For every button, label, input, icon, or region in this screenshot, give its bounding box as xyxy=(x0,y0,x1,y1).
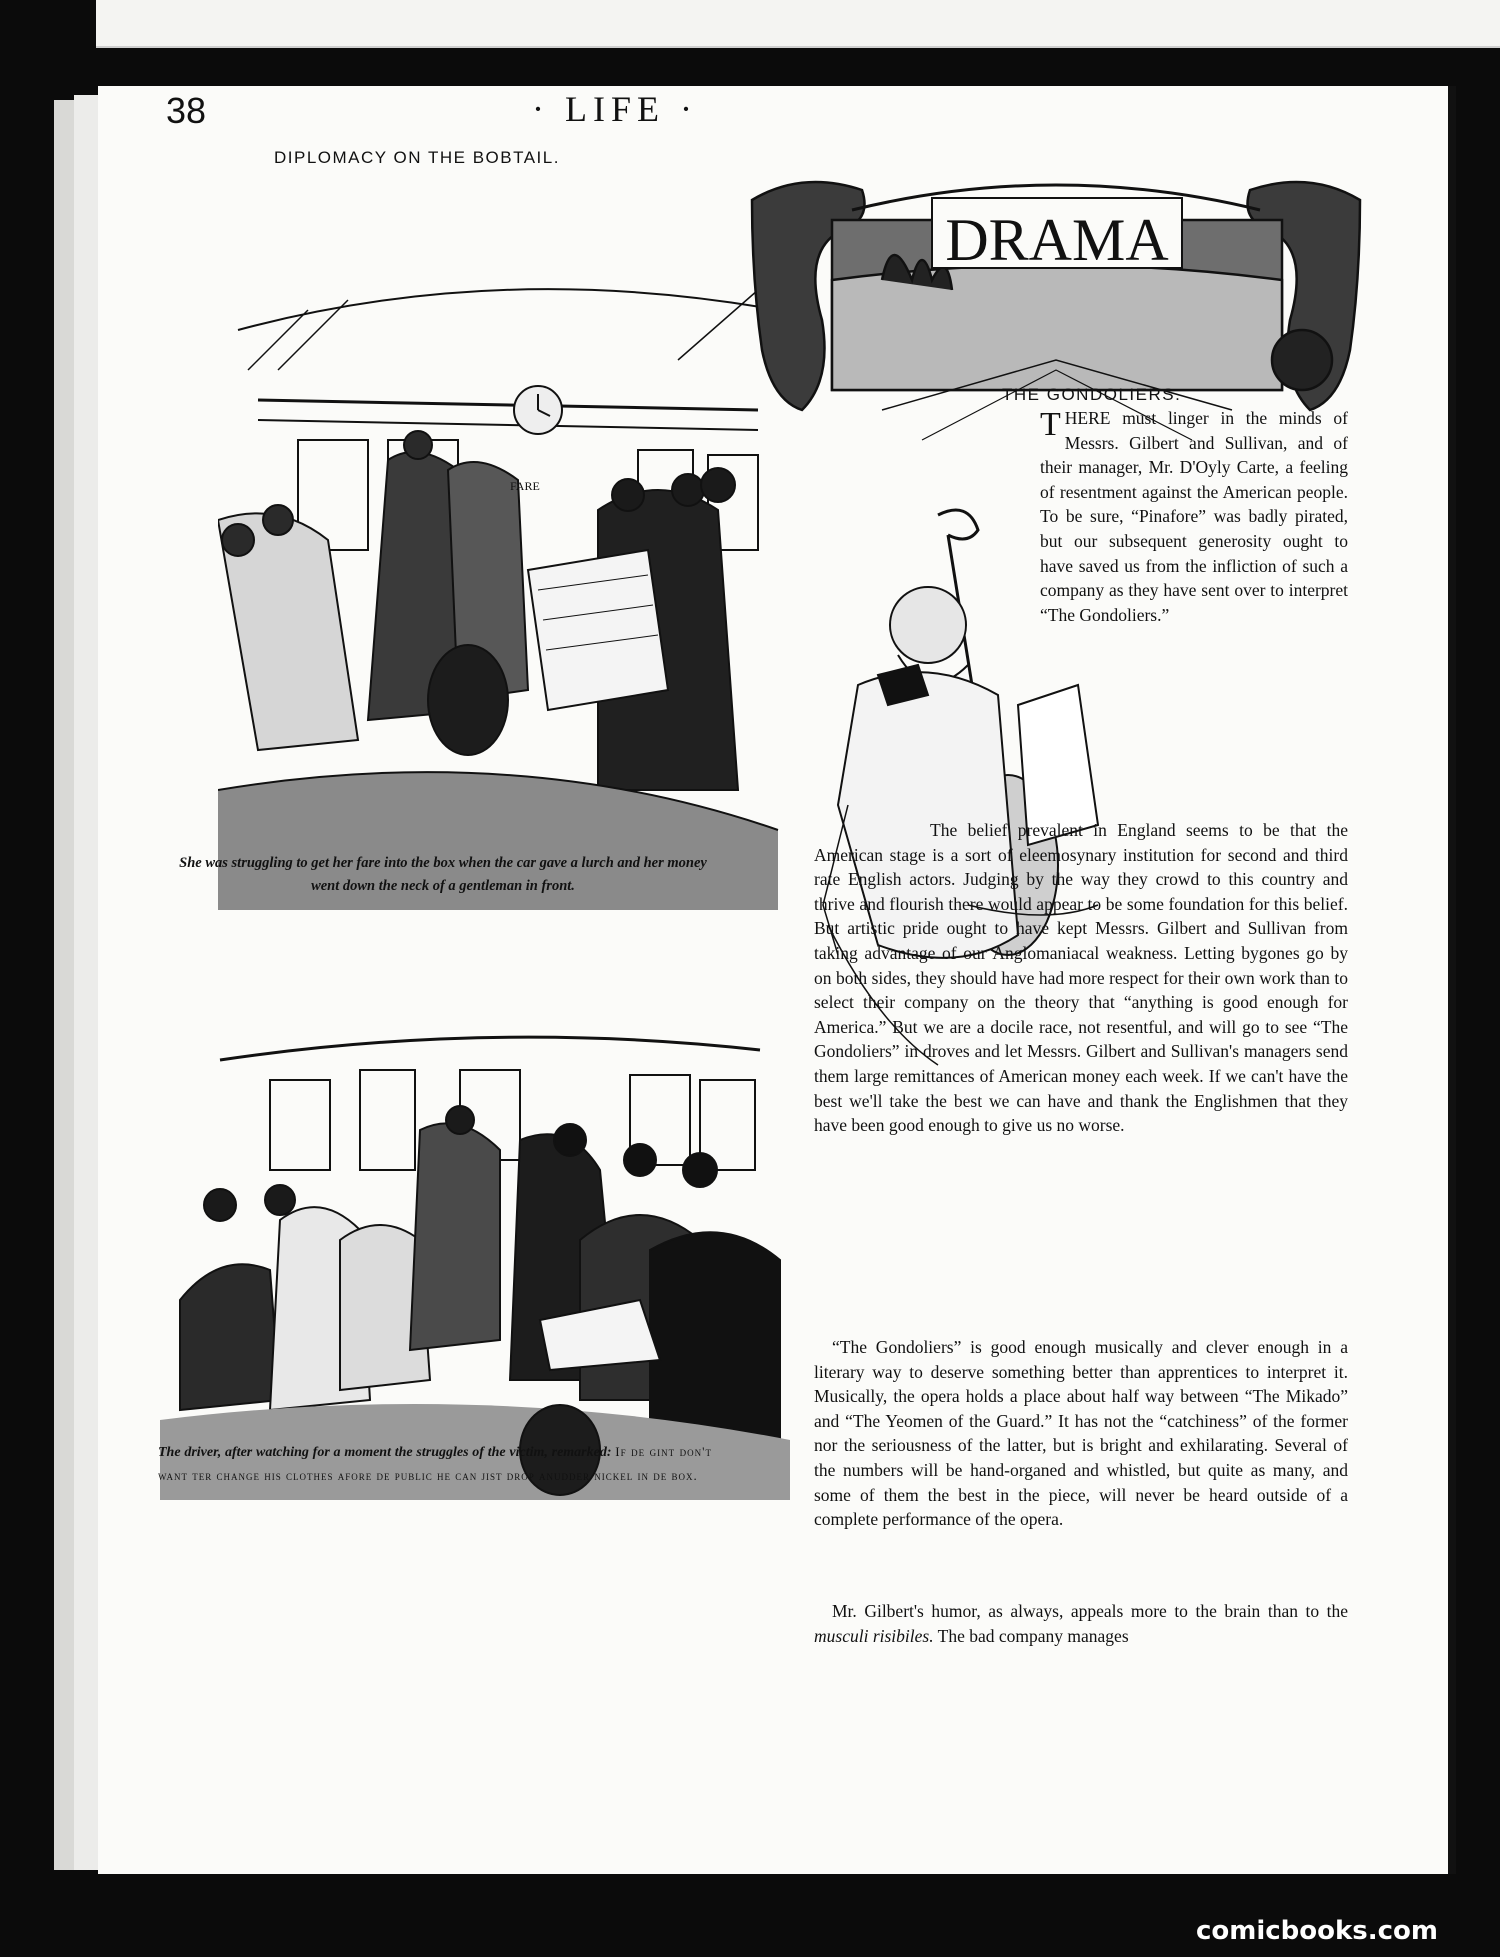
article-title: THE GONDOLIERS. xyxy=(1002,385,1182,404)
paragraph-1-text: HERE must linger in the minds of Messrs. Gilbert and Sullivan, and of their manager, Mr. D'Oyly Carte, a feeling of resentment against the American people. To be sure, “Pinafore” was badly pirated, but our subsequent generosity ought to have saved us from the infliction of such a company as they have sent over to interpret “The Gondoliers.” xyxy=(1040,408,1348,625)
next-page-gutter xyxy=(1448,86,1456,1874)
previous-page-edge xyxy=(96,0,1500,48)
paragraph-4-start: Mr. Gilbert's humor, as always, appeals more to the brain than to the xyxy=(832,1601,1348,1621)
drama-banner-word: DRAMA xyxy=(945,207,1169,273)
streetcar-illustration-bottom xyxy=(160,1020,790,1500)
paragraph-2-text: The belief prevalent in England seems to be that the American stage is a sort of eleemosynary institution for second and third rate English actors. Judging by the way they crowd to this country and thrive and flourish there would appear to be some foundation for this belief. But artistic pride ought to have kept Messrs. Gilbert and Sullivan from taking advantage of our Anglomaniacal weakness. Letting bygones go by on both sides, they should have had more respect for their own work than to select their company on the theory that “anything is good enough for America.” But we are a docile race, not resentful, and will go to see “The Gondoliers” in droves and let Messrs. Gilbert and Sullivan's managers send them large remittances of American money each week. If we can't have the best we'll take the best we can have and thank the Englishmen that they have been good enough to give us no worse. xyxy=(814,820,1348,1136)
caption-quote: If de gint don't want ter change his clothes afore de public he can jist drop anudder nickel in de box. xyxy=(158,1444,712,1483)
paragraph-3-text: “The Gondoliers” is good enough musically and clever enough in a literary way to deserve something better than apprentices to interpret it. Musically, the opera holds a place about half way between “The Mikado” and “The Yeomen of the Guard.” It has not the “catchiness” of the former nor the seriousness of the latter, but is bright and exhilarating. Several of the numbers will be hand-organed and whistled, but quite as many, and some of them the best in the piece, will never be heard outside of a complete performance of the opera. xyxy=(814,1337,1348,1530)
streetcar-illustration-top xyxy=(218,270,788,910)
cartoon-caption-top: She was struggling to get her fare into the box when the car gave a lurch and her money went down the neck of a gentleman in front. xyxy=(179,855,707,894)
cartoon-title: DIPLOMACY ON THE BOBTAIL. xyxy=(274,148,560,167)
dropcap-letter: T xyxy=(1040,406,1061,443)
paragraph-4-italic: musculi risibiles. xyxy=(814,1625,934,1646)
article-paragraph-2 xyxy=(814,818,1348,1138)
masthead-title: · LIFE · xyxy=(532,89,698,129)
fare-box-sign: FARE xyxy=(510,479,540,493)
footer-brand-watermark: comicbooks.com xyxy=(1195,1916,1438,1946)
cartoon-caption-bottom xyxy=(158,1440,712,1488)
page-number: 38 xyxy=(166,90,207,131)
article-paragraph-3 xyxy=(814,1335,1348,1532)
article-paragraph-1 xyxy=(1040,406,1348,816)
article-paragraph-4 xyxy=(814,1599,1348,1648)
caption-lead: The driver, after watching for a moment the struggles of the victim, remarked: xyxy=(158,1445,612,1460)
paragraph-4-end: The bad company manages xyxy=(933,1625,1129,1646)
